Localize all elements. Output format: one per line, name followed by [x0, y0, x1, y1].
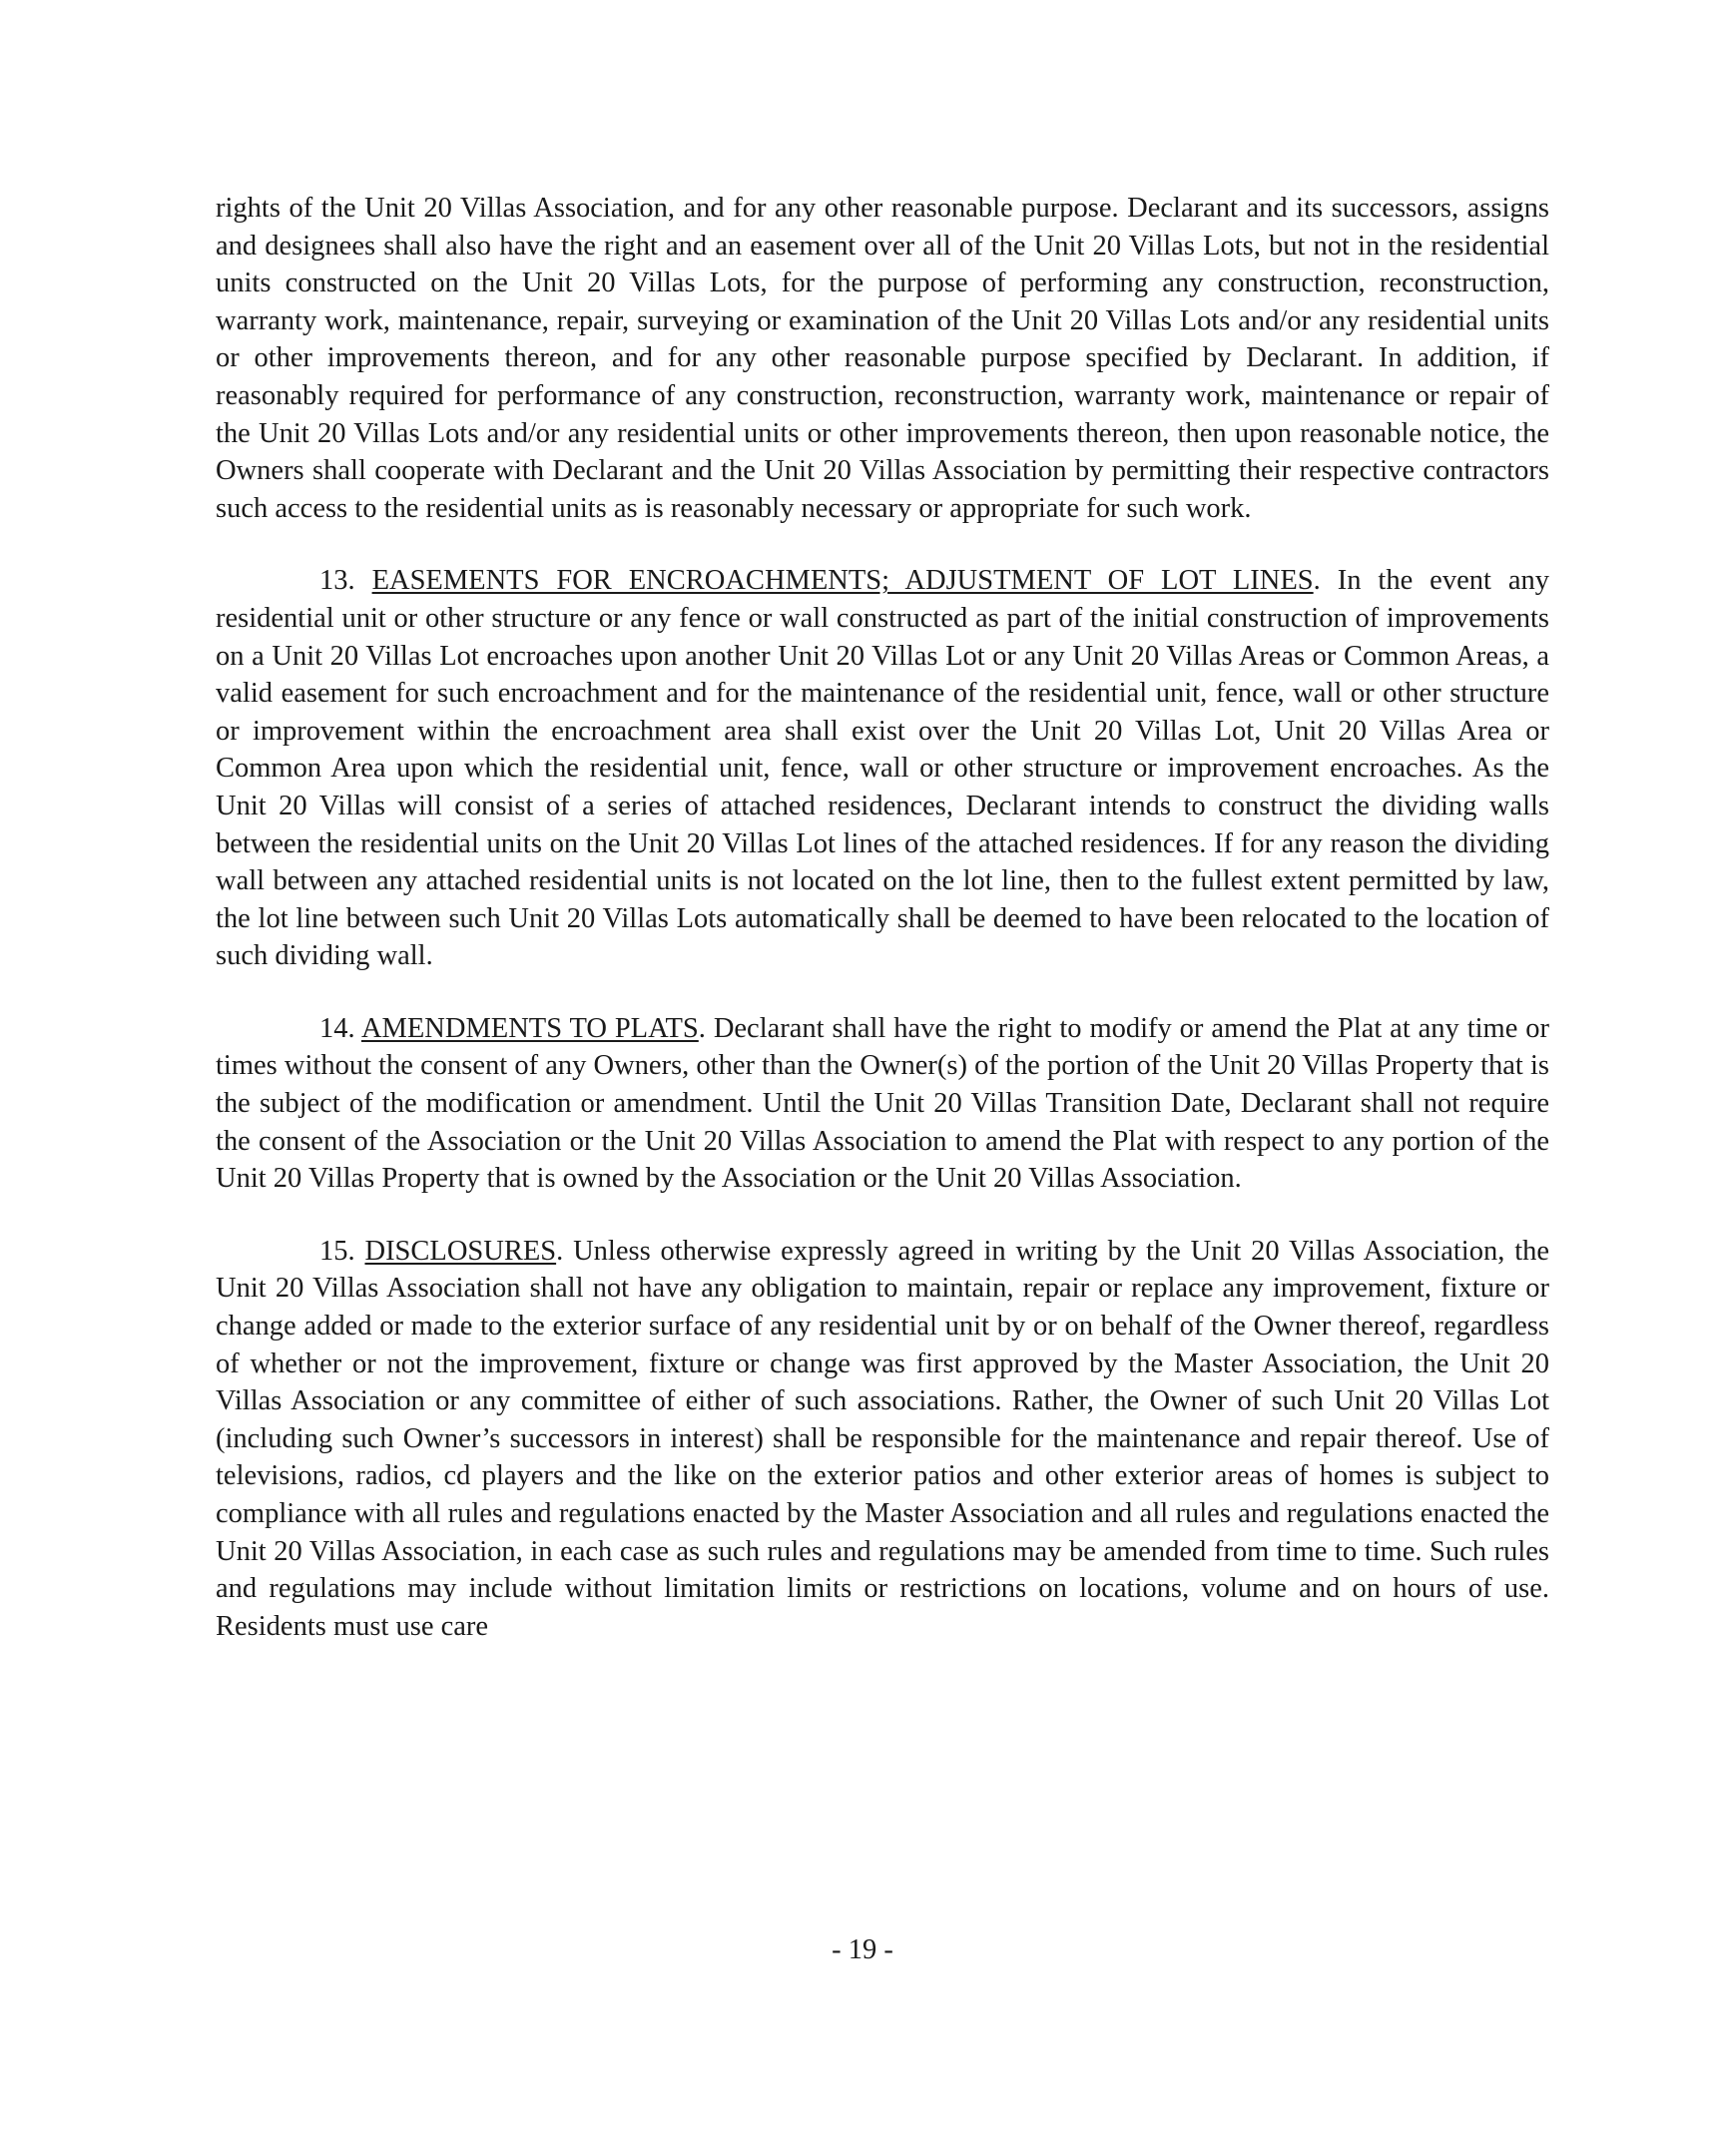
section-13 — [216, 562, 1549, 975]
section-number: 15. — [319, 1235, 355, 1267]
section-number: 14. — [319, 1012, 355, 1044]
section-heading: AMENDMENTS TO PLATS — [360, 1012, 699, 1044]
intro-text: rights of the Unit 20 Villas Association, and for any other reasonable purpose. Declarant and its successors, assigns and designees shall also have the right and an easement over all of the Unit 20 Villas Lots, but not in the residential units constructed on the Unit 20 Villas Lots, for the purpose of performing any construction, reconstruction, warranty work, maintenance, repair, surveying or examination of the Unit 20 Villas Lots and/or any residential units or other improvements thereon, and for any other reasonable purpose specified by Declarant. In addition, if reasonably required for performance of any construction, reconstruction, warranty work, maintenance or repair of the Unit 20 Villas Lots and/or any residential units or other improvements thereon, then upon reasonable notice, the Owners shall cooperate with Declarant and the Unit 20 Villas Association by permitting their respective contractors such access to the residential units as is reasonably necessary or appropriate for such work. — [216, 193, 1549, 524]
section-number: 13. — [319, 565, 355, 597]
page-number: - 19 - — [832, 1934, 893, 1965]
intro-paragraph — [216, 190, 1549, 527]
section-body: . Declarant shall have the right to modify or amend the Plat at any time or times without the consent of any Owners, other than the Owner(s) of the portion of the Unit 20 Villas Property that is the subject of the modification or amendment. Until the Unit 20 Villas Transition Date, Declarant shall not require the consent of the Association or the Unit 20 Villas Association to amend the Plat with respect to any portion of the Unit 20 Villas Property that is owned by the Association or the Unit 20 Villas Association. — [216, 1012, 1549, 1195]
section-14 — [216, 1010, 1549, 1198]
document-page — [216, 190, 1549, 1680]
section-heading: EASEMENTS FOR ENCROACHMENTS; ADJUSTMENT OF LOT LINES — [371, 565, 1314, 597]
section-heading: DISCLOSURES — [364, 1235, 557, 1267]
section-15 — [216, 1233, 1549, 1646]
section-body: . In the event any residential unit or other structure or any fence or wall constructed as part of the initial construction of improvements on a Unit 20 Villas Lot encroaches upon another Unit 20 Villas Lot or any Unit 20 Villas Areas or Common Areas, a valid easement for such encroachment and for the maintenance of the residential unit, fence, wall or other structure or improvement within the encroachment area shall exist over the Unit 20 Villas Lot, Unit 20 Villas Area or Common Area upon which the residential unit, fence, wall or other structure or improvement encroaches. As the Unit 20 Villas will consist of a series of attached residences, Declarant intends to construct the dividing walls between the residential units on the Unit 20 Villas Lot lines of the attached residences. If for any reason the dividing wall between any attached residential units is not located on the lot line, then to the fullest extent permitted by law, the lot line between such Unit 20 Villas Lots automatically shall be deemed to have been relocated to the location of such dividing wall. — [216, 565, 1549, 972]
section-body: . Unless otherwise expressly agreed in writing by the Unit 20 Villas Association, the Unit 20 Villas Association shall not have any obligation to maintain, repair or replace any improvement, fixture or change added or made to the exterior surface of any residential unit by or on behalf of the Owner thereof, regardless of whether or not the improvement, fixture or change was first approved by the Master Association, the Unit 20 Villas Association or any committee of either of such associations. Rather, the Owner of such Unit 20 Villas Lot (including such Owner’s successors in interest) shall be responsible for the maintenance and repair thereof. Use of televisions, radios, cd players and the like on the exterior patios and other exterior areas of homes is subject to compliance with all rules and regulations enacted by the Master Association and all rules and regulations enacted the Unit 20 Villas Association, in each case as such rules and regulations may be amended from time to time. Such rules and regulations may include without limitation limits or restrictions on locations, volume and on hours of use. Residents must use care — [216, 1235, 1550, 1642]
